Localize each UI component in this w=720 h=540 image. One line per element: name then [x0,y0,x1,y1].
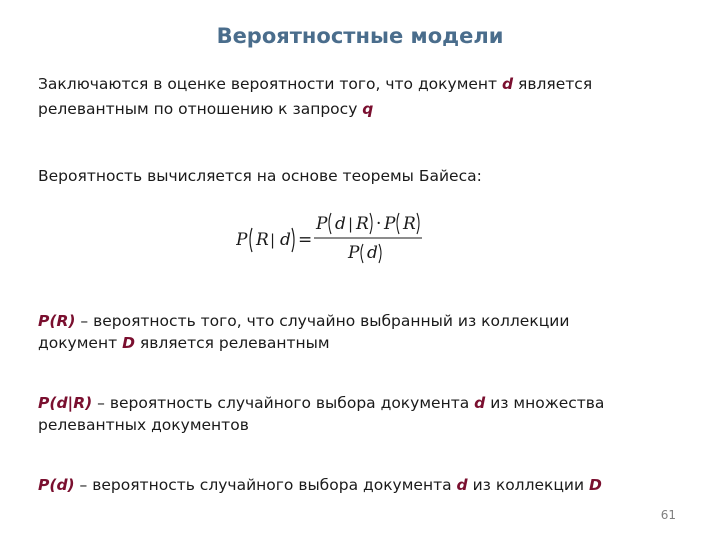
intro-line-1 [38,72,592,97]
formula-den-d: d [367,243,378,263]
definition-p-d-r-term: P(d|R) [38,394,93,412]
definition-p-d-r [38,392,604,437]
definition-p-r [38,310,569,355]
formula-num-R: R [356,214,369,234]
intro-text-3: релевантным по отношению к запросу [38,99,363,118]
formula-num-bar: | [348,215,354,233]
definition-p-r-term: P(R) [38,312,76,330]
slide-title: Вероятностные модели [216,24,504,48]
intro-variable-d: d [502,75,514,93]
page-number: 61 [660,508,676,522]
formula-num-P2: P [384,214,396,234]
formula-den-P: P [348,243,360,263]
definition-p-d-r-var: d [474,394,486,412]
definition-p-r-dash: – [75,312,94,330]
definition-p-r-line-2 [38,332,569,354]
definition-p-d-r-text: вероятность случайного выбора документа [109,394,475,412]
definition-p-r-text-2b: является релевантным [134,334,330,353]
definition-p-d-dash: – [74,476,93,494]
intro-text-1: Заключаются в оценке вероятности того, что документ [38,75,503,93]
formula-num-dot: · [376,214,382,234]
intro-variable-q: q [362,99,374,118]
formula-lhs-d: d [280,230,291,250]
definition-p-d-term: P(d) [38,476,75,494]
bayes-intro: Вероятность вычисляется на основе теоремы Байеса: [38,167,482,185]
intro-line-2 [38,97,592,122]
formula-num-R2: R [403,214,416,234]
definition-p-d-r-text-1b: из множества [485,394,605,412]
definition-p-d-var-2: D [589,476,602,494]
formula-num-P1: P [316,214,328,234]
formula-equals: = [298,230,313,250]
definition-p-d-r-text-2: релевантных документов [38,416,249,435]
definition-p-d-var: d [456,476,468,494]
intro-text-2: является [513,75,593,93]
definition-p-d-text: вероятность случайного выбора документа [92,476,457,494]
definition-p-r-line-1 [38,310,569,332]
formula-lhs-bar: | [270,231,276,249]
definition-p-d-r-line-1 [38,392,604,414]
definition-p-r-text: вероятность того, что случайно выбранный из коллекции [93,312,570,330]
definition-p-d-r-dash: – [92,394,110,412]
formula-lhs-R: R [256,230,269,250]
bayes-formula [236,210,436,270]
definition-p-r-var: D [122,334,135,353]
formula-num-d: d [335,214,346,234]
definition-p-d-text-1b: из коллекции [467,476,590,494]
intro-paragraph [38,72,592,122]
formula-lhs-P: P [236,230,248,250]
definition-p-r-text-2a: документ [38,334,123,353]
definition-p-d [38,474,602,496]
